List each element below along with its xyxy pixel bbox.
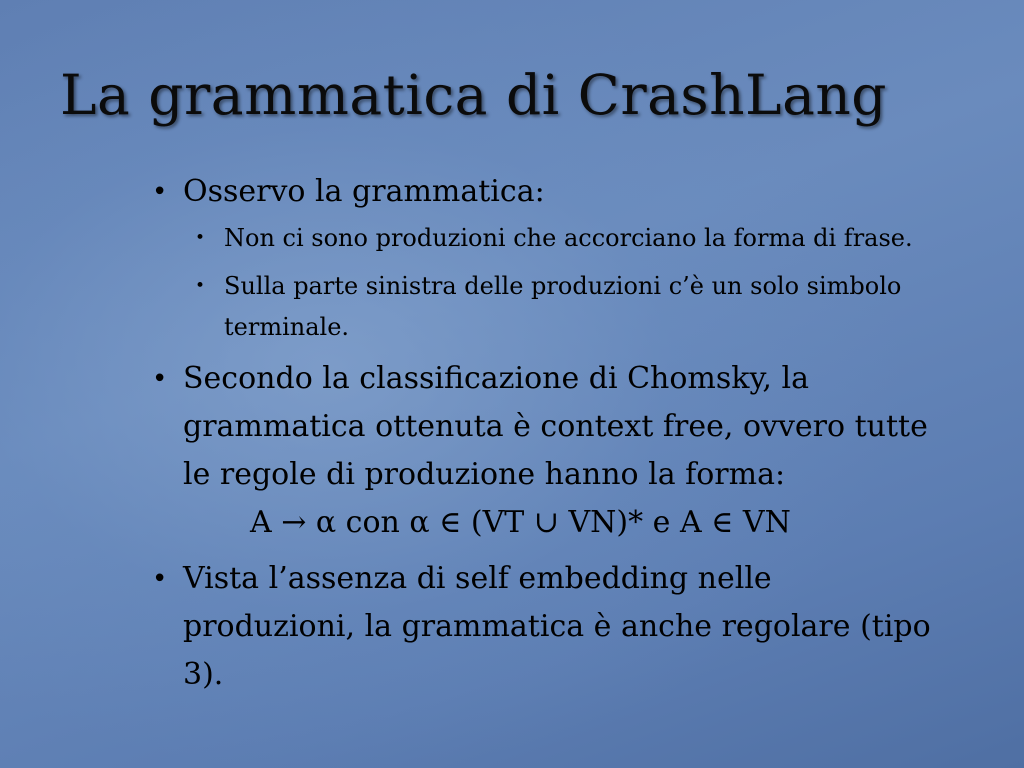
bullet-level2 [195,266,952,348]
bullet-level1 [152,168,952,216]
bullet-text: Sulla parte sinistra delle produzioni c’è un solo simbolo terminale. [224,272,902,341]
bullet-dot-icon: • [195,228,206,248]
slide-title: La grammatica di CrashLang [60,63,887,127]
bullet-dot-icon: • [195,276,206,296]
slide-body [152,168,952,701]
bullet-text: Secondo la classificazione di Chomsky, la grammatica ottenuta è context free, ovvero tutte le regole di produzione hanno la forma: [183,361,928,492]
bullet-text: Osservo la grammatica: [183,174,545,209]
bullet-text: Vista l’assenza di self embedding nelle produzioni, la grammatica è anche regolare (tipo 3). [183,561,931,692]
bullet-dot-icon: • [152,364,168,394]
bullet-level1 [152,355,952,547]
bullet-text: Non ci sono produzioni che accorciano la forma di frase. [224,224,913,252]
bullet-level1 [152,555,952,699]
grammar-formula: A → α con α ∈ (VT ∪ VN)* e A ∈ VN [250,505,791,540]
bullet-dot-icon: • [152,564,168,594]
bullet-dot-icon: • [152,177,168,207]
bullet-level2 [195,218,952,259]
